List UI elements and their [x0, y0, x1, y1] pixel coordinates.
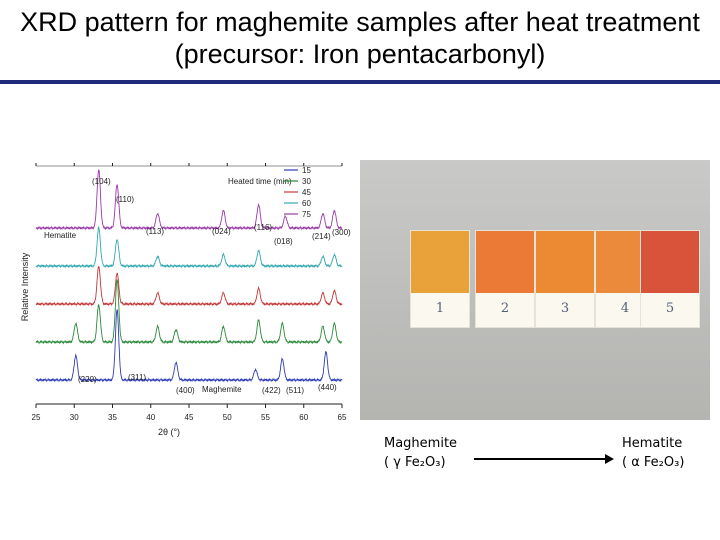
legend-label-45: 45	[302, 188, 311, 197]
sample-plate-5	[640, 230, 700, 328]
sample-plate-2	[475, 230, 535, 328]
hematite-peak-label: (214)	[312, 232, 331, 241]
sample-plate-3	[535, 230, 595, 328]
x-tick-label: 30	[69, 413, 79, 422]
x-axis-label: 2θ (°)	[157, 427, 181, 437]
maghemite-peak-label: (220)	[78, 375, 97, 384]
y-axis-label: Relative Intensity	[20, 252, 30, 322]
title-line-1: XRD pattern for maghemite samples after heat treatment	[20, 7, 700, 37]
transformation-arrow	[474, 458, 607, 460]
sample-number: 4	[620, 301, 630, 316]
x-tick-label: 55	[261, 413, 270, 422]
hematite-peak-label: (110)	[116, 195, 135, 204]
hematite-peak-label: (104)	[92, 177, 111, 186]
maghemite-trace-label: Maghemite	[202, 385, 242, 394]
legend-label-15: 15	[302, 166, 311, 175]
sample-plate-1	[410, 230, 470, 328]
sample-powder	[641, 231, 699, 293]
legend-label-75: 75	[302, 210, 311, 219]
legend-label-60: 60	[302, 199, 311, 208]
legend-title: Heated time (min)	[228, 177, 292, 186]
maghemite-peak-label: (400)	[176, 386, 195, 395]
sample-number: 5	[665, 301, 675, 316]
hematite-trace-label: Hematite	[44, 231, 77, 240]
maghemite-peak-label: (422)	[262, 386, 281, 395]
sample-powder	[411, 231, 469, 293]
sample-photo	[360, 160, 710, 420]
sample-number: 3	[560, 301, 570, 316]
hematite-peak-label: (116)	[254, 223, 273, 232]
hematite-peak-label: (300)	[332, 228, 351, 237]
xrd-chart	[16, 152, 352, 442]
maghemite-peak-label: (440)	[318, 383, 337, 392]
hematite-formula: ( α Fe₂O₃)	[622, 455, 685, 470]
title-line-2: (precursor: Iron pentacarbonyl)	[174, 39, 546, 69]
hematite-peak-label: (024)	[212, 227, 231, 236]
maghemite-peak-label: (511)	[286, 386, 305, 395]
hematite-name: Hematite	[622, 436, 683, 451]
maghemite-caption	[384, 434, 457, 472]
x-tick-label: 45	[184, 413, 194, 422]
sample-powder	[476, 231, 534, 293]
hematite-peak-label: (018)	[274, 237, 293, 246]
series-60-line	[36, 227, 342, 267]
x-tick-label: 50	[222, 413, 232, 422]
hematite-peak-label: (113)	[146, 227, 165, 236]
sample-number: 2	[500, 301, 510, 316]
slide-title	[0, 6, 720, 70]
series-30-line	[36, 280, 342, 344]
x-tick-label: 25	[31, 413, 41, 422]
hematite-caption	[622, 434, 684, 472]
series-75-line	[36, 170, 342, 229]
x-tick-label: 60	[299, 413, 309, 422]
legend-label-30: 30	[302, 177, 311, 186]
sample-number: 1	[435, 301, 445, 316]
title-divider	[0, 80, 720, 84]
maghemite-name: Maghemite	[384, 436, 458, 451]
sample-powder	[536, 231, 594, 293]
x-tick-label: 40	[146, 413, 156, 422]
x-tick-label: 35	[108, 413, 117, 422]
maghemite-peak-label: (311)	[128, 373, 147, 382]
series-15-line	[36, 310, 342, 382]
x-tick-label: 65	[337, 413, 347, 422]
maghemite-formula: ( γ Fe₂O₃)	[384, 455, 446, 470]
series-45-line	[36, 267, 342, 306]
